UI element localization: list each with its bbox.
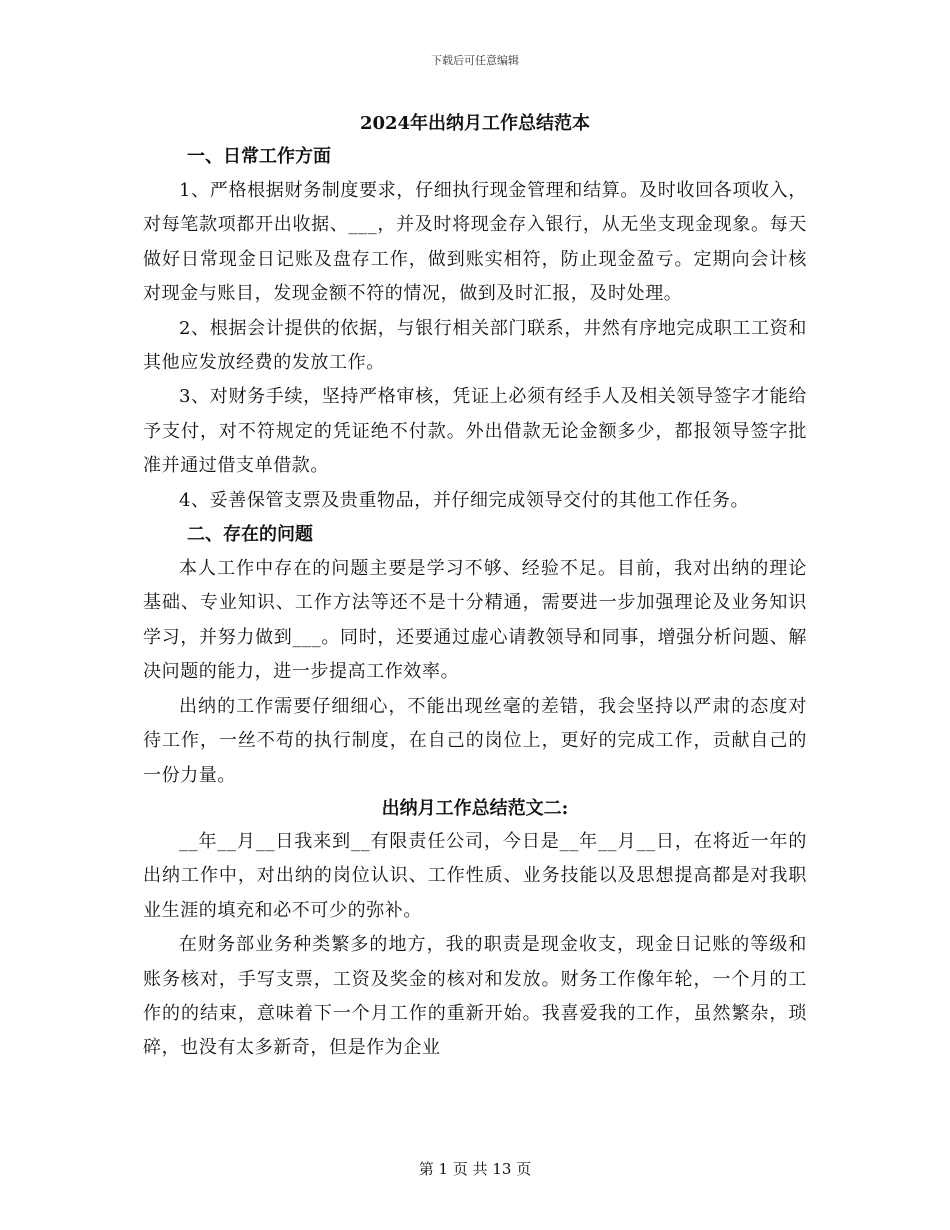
section-heading-daily-work: 一、日常工作方面 xyxy=(187,146,331,167)
section-heading-problems: 二、存在的问题 xyxy=(187,524,313,546)
header-note: 下载后可任意编辑 xyxy=(431,54,519,67)
paragraph: __年__月__日我来到__有限责任公司，今日是__年__月__日，在将近一年的出纳工作中，对出纳的岗位认识、工作性质、业务技能以及思想提高都是对我职业生涯的填充和必不可少的弥补。 xyxy=(143,830,807,921)
paragraph: 本人工作中存在的问题主要是学习不够、经验不足。目前，我对出纳的理论基础、专业知识、工作方法等还不是十分精通，需要进一步加强理论及业务知识学习，并努力做到___。同时，还要通过虚心请教领导和同事，增强分析问题、解决问题的能力，进一步提高工作效率。 xyxy=(143,558,807,683)
paragraph: 2、根据会计提供的依据，与银行相关部门联系，井然有序地完成职工工资和其他应发放经费的发放工作。 xyxy=(143,317,807,374)
paragraph: 1、严格根据财务制度要求，仔细执行现金管理和结算。及时收回各项收入，对每笔款项都开出收据、___，并及时将现金存入银行，从无坐支现金现象。每天做好日常现金日记账及盘存工作，做到账实相符，防止现金盈亏。定期向会计核对现金与账目，发现金额不符的情况，做到及时汇报，及时处理。 xyxy=(143,180,807,305)
paragraph: 4、妥善保管支票及贵重物品，并仔细完成领导交付的其他工作任务。 xyxy=(179,489,750,511)
paragraph: 出纳的工作需要仔细细心，不能出现丝毫的差错，我会坚持以严肃的态度对待工作，一丝不苟的执行制度，在自己的岗位上，更好的完成工作，贡献自己的一份力量。 xyxy=(143,695,807,786)
document-body xyxy=(143,108,807,1066)
page-footer: 第 1 页 共 13 页 xyxy=(418,1160,532,1178)
paragraph: 3、对财务手续，坚持严格审核，凭证上必须有经手人及相关领导签字才能给予支付，对不符规定的凭证绝不付款。外出借款无论金额多少，都报领导签字批准并通过借支单借款。 xyxy=(143,386,807,477)
sample-two-heading: 出纳月工作总结范文二: xyxy=(381,797,569,819)
paragraph: 在财务部业务种类繁多的地方，我的职责是现金收支，现金日记账的等级和账务核对，手写支票，工资及奖金的核对和发放。财务工作像年轮，一个月的工作的的结束，意味着下一个月工作的重新开始。我喜爱我的工作，虽然繁杂，琐碎，也没有太多新奇，但是作为企业 xyxy=(143,934,807,1059)
document-title: 2024年出纳月工作总结范本 xyxy=(359,113,591,134)
